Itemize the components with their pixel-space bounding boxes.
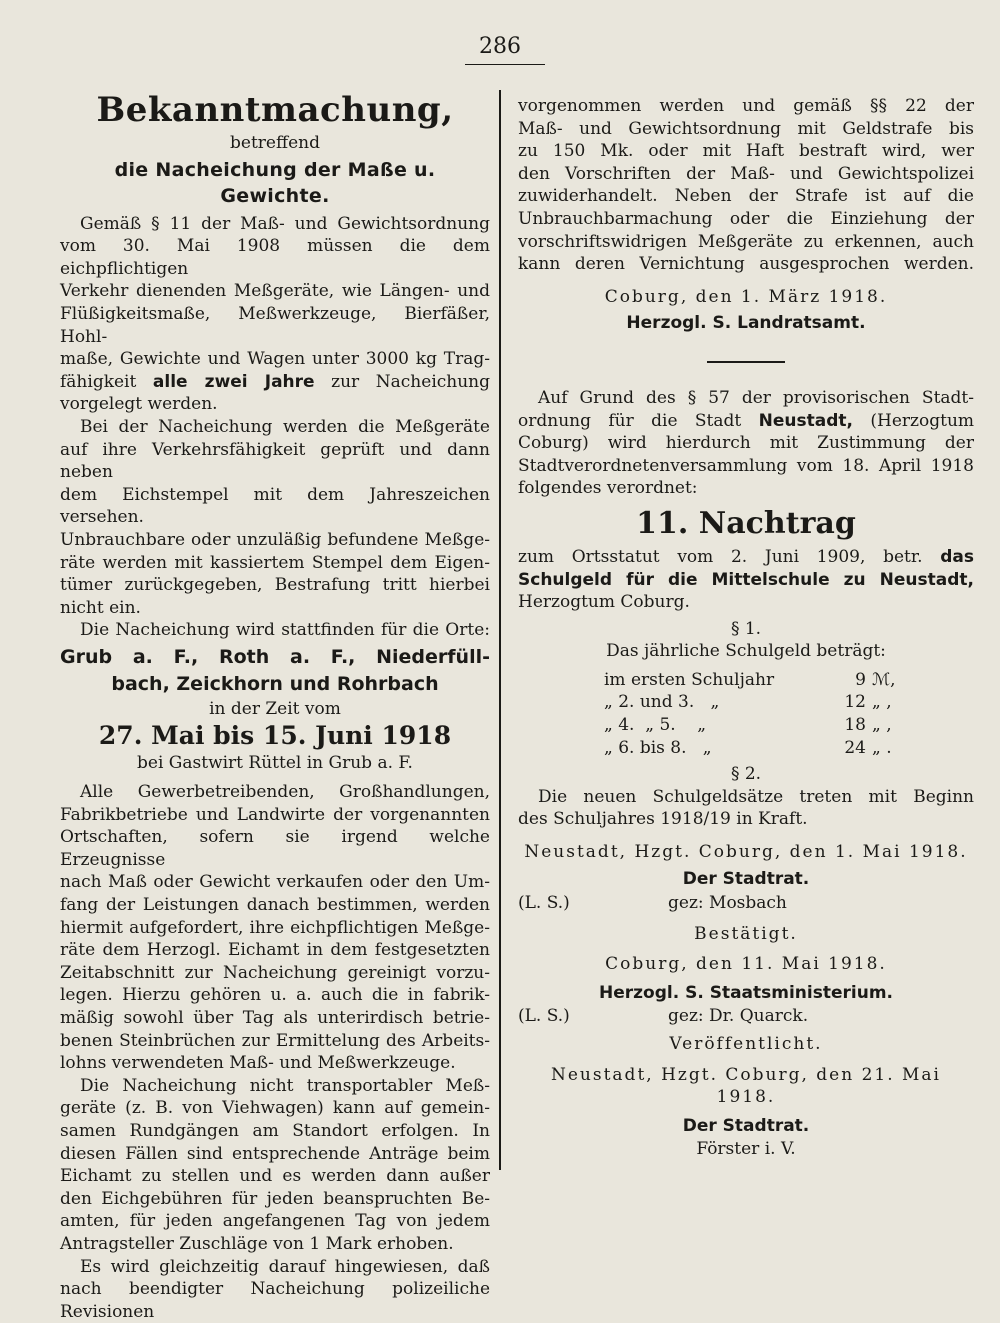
text-line: Coburg) wird hierdurch mit Zustimmung der	[518, 433, 974, 454]
text-line: hiermit aufgefordert, ihre eichpflichtigen Meßge-	[60, 917, 490, 938]
signed-by: gez: Dr. Quarck.	[668, 1005, 809, 1026]
text-line: Maß- und Gewichtsordnung mit Geldstrafe bis	[518, 118, 974, 139]
section-heading: § 2.	[730, 764, 762, 785]
text-line: Herzogtum Coburg.	[518, 592, 690, 613]
fee-label: „ 2. und 3. „	[604, 692, 720, 713]
text-line: lohns verwendeten Maß- und Meßwerkzeuge.	[60, 1053, 456, 1074]
text-line: vorgelegt werden.	[60, 394, 218, 415]
text-line: mäßig sowohl über Tag als unterirdisch betrie-	[60, 1008, 490, 1028]
text-line: nicht ein.	[60, 597, 141, 618]
text-line: Ortschaften, sofern sie irgend welche Erzeugnisse	[60, 827, 490, 870]
fee-row	[604, 714, 974, 737]
text-line: geräte (z. B. von Viehwagen) kann auf gemein-	[60, 1098, 490, 1119]
text-line	[518, 410, 974, 433]
signed-by: gez: Mosbach	[668, 893, 787, 914]
text-fragment: ordnung für die Stadt	[518, 410, 742, 431]
text-line: Die neuen Schulgeldsätze treten mit Beginn	[538, 786, 974, 807]
text-line: vorgenommen werden und gemäß §§ 22 der	[518, 96, 974, 116]
text-line: legen. Hierzu gehören u. a. auch die in fabrik-	[60, 985, 490, 1006]
text-line: benen Steinbrüchen zur Ermittelung des Arbeits-	[60, 1030, 490, 1051]
page-number: 286	[479, 34, 521, 59]
fee-table	[604, 669, 974, 759]
fee-row	[604, 669, 974, 692]
notice-subtitle: betreffend	[230, 133, 320, 153]
fee-amount: 12	[844, 692, 866, 713]
text-line	[518, 546, 974, 569]
fee-row	[604, 691, 974, 714]
ministry-signature: Herzogl. S. Staatsministerium.	[599, 983, 893, 1003]
authority-signature: Herzogl. S. Landratsamt.	[626, 313, 866, 334]
text-line: Gemäß § 11 der Maß- und Gewichtsordnung	[80, 213, 490, 234]
fee-amount: 9	[855, 669, 866, 690]
text-line: Es wird gleichzeitig darauf hingewiesen, daß	[80, 1256, 490, 1277]
text-line	[60, 371, 490, 394]
text-fragment: das	[940, 546, 974, 567]
text-line: auf ihre Verkehrsfähigkeit geprüft und dann neben	[60, 439, 490, 483]
right-column	[518, 95, 974, 1160]
fee-intro: Das jährliche Schulgeld beträgt:	[606, 641, 886, 662]
text-line: diesen Fällen sind entsprechende Anträge beim	[60, 1143, 490, 1164]
text-line: zu 150 Mk. oder mit Haft bestraft wird, wer	[518, 141, 974, 162]
text-line: Unbrauchbarmachung oder die Einziehung der	[518, 208, 974, 229]
section-heading: § 1.	[730, 618, 762, 639]
places-line: Grub a. F., Roth a. F., Niederfüll-	[60, 645, 490, 668]
section-divider	[707, 361, 785, 363]
text-line: Alle Gewerbetreibenden, Großhandlungen,	[80, 782, 490, 803]
confirmation: Bestätigt.	[694, 923, 798, 944]
fee-label: im ersten Schuljahr	[604, 669, 775, 690]
text-fragment: fähigkeit	[60, 371, 137, 392]
text-line: Stadtverordnetenversammlung vom 18. April 1918	[518, 455, 974, 476]
text-line: des Schuljahres 1918/19 in Kraft.	[518, 809, 808, 830]
text-line: Eichamt zu stellen und es werden dann außer	[60, 1166, 490, 1187]
time-label: in der Zeit vom	[209, 698, 341, 719]
text-line: Unbrauchbare oder unzuläßig befundene Meßge-	[60, 529, 490, 550]
text-line: Fabrikbetriebe und Landwirte der vorgenannten	[60, 804, 490, 825]
places-intro: Die Nacheichung wird stattfinden für die Orte:	[80, 620, 490, 641]
notice-subject: die Nacheichung der Maße u. Gewichte.	[114, 158, 436, 207]
fee-label: „ 6. bis 8. „	[604, 737, 712, 758]
text-line: folgendes verordnet:	[518, 478, 698, 499]
fee-unit: „ .	[872, 737, 892, 758]
text-line: Flüßigkeitsmaße, Meßwerkzeuge, Bierfäßer, Hohl-	[60, 303, 490, 347]
paragraph-1	[60, 213, 490, 416]
places-list	[60, 644, 490, 698]
text-line: dem Eichstempel mit dem Jahreszeichen versehen.	[60, 484, 490, 528]
council-signature: Der Stadtrat.	[682, 1115, 810, 1136]
seal-mark: (L. S.)	[518, 1005, 570, 1026]
signed-by: Förster i. V.	[696, 1138, 796, 1159]
emphasis-town: Neustadt,	[758, 410, 853, 431]
publication-note: Veröffentlicht.	[669, 1034, 823, 1055]
text-line: Auf Grund des § 57 der provisorischen Stadt-	[538, 387, 974, 408]
places-line: bach, Zeickhorn und Rohrbach	[111, 672, 439, 695]
text-fragment: zur Nacheichung	[331, 371, 491, 392]
text-line: Zeitabschnitt zur Nacheichung gereinigt vorzu-	[60, 962, 490, 983]
fee-amount: 18	[844, 715, 866, 736]
text-line: tümer zurückgegeben, Bestrafung tritt hierbei	[60, 575, 490, 596]
paragraph-6	[60, 1256, 490, 1323]
date-line: Coburg, den 1. März 1918.	[604, 286, 888, 307]
text-line: vom 30. Mai 1908 müssen die dem eichpflichtigen	[60, 236, 490, 279]
fee-label: „ 4. „ 5. „	[604, 715, 707, 736]
text-line: nach beendigter Nacheichung polizeiliche Revisionen	[60, 1279, 490, 1322]
fee-unit: „ ,	[872, 715, 892, 736]
supplement-title: 11. Nachtrag	[636, 505, 856, 541]
council-signature: Der Stadtrat.	[682, 868, 810, 889]
fee-amount: 24	[844, 737, 866, 758]
paragraph-5	[60, 1075, 490, 1256]
date-line: Neustadt, Hzgt. Coburg, den 21. Mai 1918.	[550, 1064, 941, 1108]
text-line: fang der Leistungen danach bestimmen, werden	[60, 895, 490, 916]
text-line: Schulgeld für die Mittelschule zu Neustadt,	[518, 569, 974, 590]
text-line: den Eichgebühren für jeden beanspruchten Be-	[60, 1188, 490, 1209]
notice-title: Bekanntmachung,	[96, 90, 454, 130]
fee-row	[604, 737, 974, 760]
text-line: kann deren Vernichtung ausgesprochen werden.	[518, 254, 974, 275]
text-line: Die Nacheichung nicht transportabler Meß-	[80, 1075, 490, 1096]
date-range: 27. Mai bis 15. Juni 1918	[98, 721, 452, 751]
text-line: zuwiderhandelt. Neben der Strafe ist auf die	[518, 186, 974, 207]
text-line: amten, für jeden angefangenen Tag von jedem	[60, 1211, 490, 1232]
fee-unit: „ ,	[872, 692, 892, 713]
supplement-subject	[518, 546, 974, 614]
seal-signature-row	[518, 1005, 974, 1028]
text-line: nach Maß oder Gewicht verkaufen oder den Um-	[60, 872, 490, 893]
paragraph-4	[60, 781, 490, 1075]
text-line: Verkehr dienenden Meßgeräte, wie Längen- und	[60, 281, 490, 302]
seal-mark: (L. S.)	[518, 893, 570, 914]
text-line: Antragsteller Zuschläge von 1 Mark erhoben.	[60, 1233, 454, 1254]
text-line: räte werden mit kassiertem Stempel dem Eigen-	[60, 552, 490, 573]
text-line: den Vorschriften der Maß- und Gewichtspolizei	[518, 163, 974, 184]
seal-signature-row	[518, 892, 974, 915]
column-divider	[499, 90, 501, 1170]
paragraph-2	[60, 416, 490, 619]
location: bei Gastwirt Rüttel in Grub a. F.	[137, 753, 413, 774]
page-number-rule	[465, 64, 545, 65]
text-fragment: zum Ortsstatut vom 2. Juni 1909, betr.	[518, 546, 923, 567]
date-line: Coburg, den 11. Mai 1918.	[605, 954, 887, 975]
emphasis-every-two-years: alle zwei Jahre	[152, 371, 315, 392]
paragraph-effective	[518, 786, 974, 831]
paragraph-continued	[518, 95, 974, 276]
text-line: Bei der Nacheichung werden die Meßgeräte	[80, 416, 490, 437]
text-line: samen Rundgängen am Standort erfolgen. In	[60, 1120, 490, 1141]
text-line: räte dem Herzogl. Eichamt in dem festgesetzten	[60, 940, 490, 961]
paragraph-ordinance	[518, 387, 974, 500]
left-column	[60, 90, 490, 1323]
text-line: vorschriftswidrigen Meßgeräte zu erkennen, auch	[518, 231, 974, 252]
text-line: maße, Gewichte und Wagen unter 3000 kg Trag-	[60, 349, 490, 370]
fee-unit: ℳ,	[872, 669, 896, 690]
text-fragment: (Herzogtum	[870, 410, 975, 431]
date-line: Neustadt, Hzgt. Coburg, den 1. Mai 1918.	[524, 842, 968, 863]
